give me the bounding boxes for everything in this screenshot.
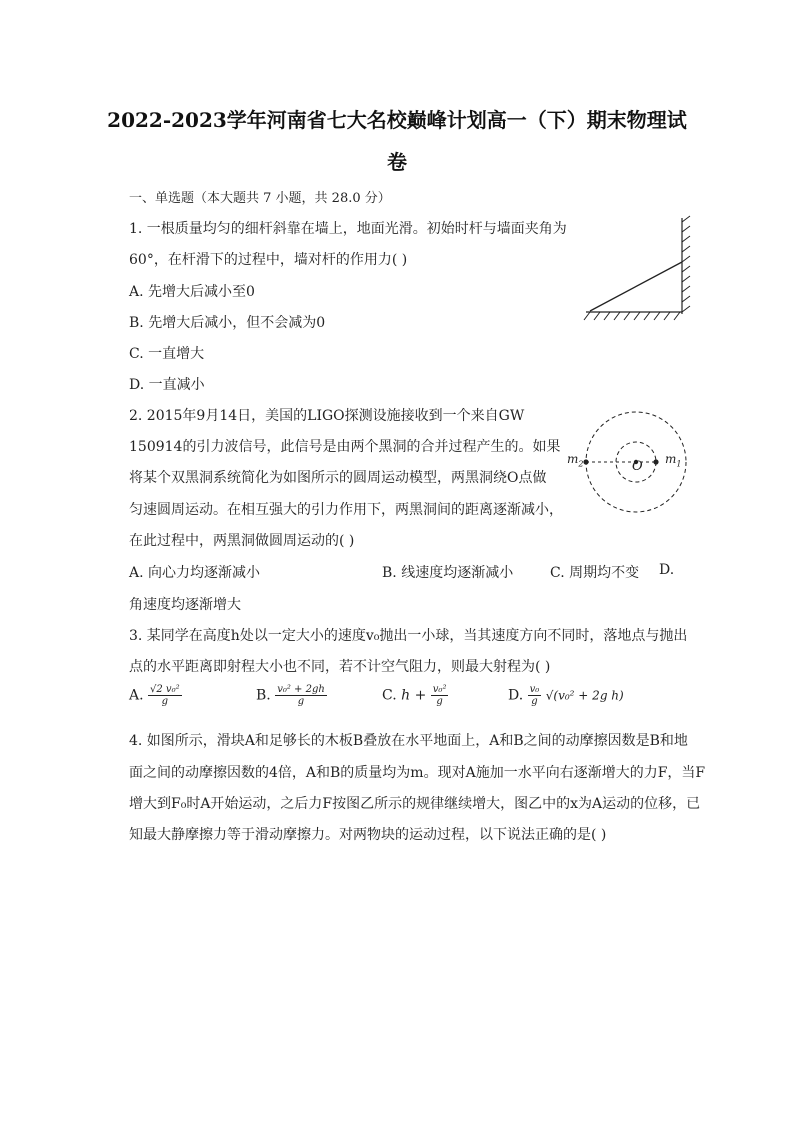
mass-m1-label: $m_1$ bbox=[665, 452, 682, 469]
q2-option-d-text: 角速度均逐渐增大 bbox=[129, 597, 241, 613]
exam-title-line-1: 2022-2023学年河南省七大名校巅峰计划高一（下）期末物理试 bbox=[107, 108, 687, 132]
q2-option-b: B. 线速度均逐渐减小 bbox=[382, 565, 514, 581]
q4-stem-line-3: 增大到F₀时A开始运动，之后力F按图乙所示的规律继续增大，图乙中的x为A运动的位移，已 bbox=[129, 796, 701, 812]
q1-option-b: B. 先增大后减小，但不会减为0 bbox=[129, 315, 326, 331]
q2-stem-line-3: 将某个双黑洞系统简化为如图所示的圆周运动模型，两黑洞绕O点做 bbox=[129, 470, 547, 486]
q1-option-d: D. 一直减小 bbox=[129, 377, 205, 393]
q3-option-c-fraction: $\frac{\text{v₀²}}{g}$ bbox=[432, 684, 447, 707]
q1-stem-line-2: 60°，在杆滑下的过程中，墙对杆的作用力( ) bbox=[129, 252, 408, 268]
q3-option-a: A. $\frac{\text{√2 v₀²}}{g}$ bbox=[129, 684, 180, 707]
q1-stem-line-1: 1. 一根质量均匀的细杆斜靠在墙上，地面光滑。初始时杆与墙面夹角为 bbox=[129, 221, 567, 237]
q4-stem-line-1: 4. 如图所示，滑块A和足够长的木板B叠放在水平地面上，A和B之间的动摩擦因数是B和地 bbox=[129, 733, 688, 749]
section-heading: 一、单选题（本大题共 7 小题，共 28.0 分） bbox=[129, 191, 391, 206]
q3-option-a-fraction: $\frac{\text{√2 v₀²}}{g}$ bbox=[150, 684, 180, 707]
q2-option-a: A. 向心力均逐渐减小 bbox=[129, 565, 261, 581]
q3-option-d: D. $\frac{\text{v₀}}{g}$ √(v₀² + 2g h) bbox=[508, 684, 624, 707]
center-o-label: O bbox=[632, 459, 643, 474]
q2-stem-line-5: 在此过程中，两黑洞做圆周运动的( ) bbox=[129, 533, 355, 549]
q3-option-d-fraction: $\frac{\text{v₀}}{g}$ bbox=[529, 684, 540, 707]
q3-option-b-fraction: $\frac{\text{v₀² + 2gh}}{g}$ bbox=[277, 684, 325, 707]
rod-wall-figure bbox=[582, 214, 702, 324]
q1-option-c: C. 一直增大 bbox=[129, 346, 205, 362]
q2-stem-line-4: 匀速圆周运动。在相互强大的引力作用下，两黑洞间的距离逐渐减小， bbox=[129, 502, 563, 518]
q4-stem-line-4: 知最大静摩擦力等于滑动摩擦力。对两物块的运动过程，以下说法正确的是( ) bbox=[129, 827, 607, 843]
q2-option-d-label: D. bbox=[659, 562, 675, 578]
exam-title-line-2: 卷 bbox=[387, 150, 407, 174]
q3-option-b: B. $\frac{\text{v₀² + 2gh}}{g}$ bbox=[256, 684, 325, 707]
mass-m2-label: $m_2$ bbox=[567, 452, 584, 469]
q3-stem-line-2: 点的水平距离即射程大小也不同，若不计空气阻力，则最大射程为( ) bbox=[129, 659, 551, 675]
q2-stem-line-1: 2. 2015年9月14日，美国的LIGO探测设施接收到一个来自GW bbox=[129, 408, 525, 424]
q2-stem-line-2: 150914的引力波信号，此信号是由两个黑洞的合并过程产生的。如果 bbox=[129, 439, 561, 455]
q1-option-a: A. 先增大后减小至0 bbox=[129, 284, 255, 300]
q2-option-c: C. 周期均不变 bbox=[550, 565, 640, 581]
q3-option-c: C. h + $\frac{\text{v₀²}}{g}$ bbox=[382, 684, 447, 707]
q4-stem-line-2: 面之间的动摩擦因数的4倍，A和B的质量均为m。现对A施加一水平向右逐渐增大的力F，当F bbox=[129, 765, 706, 781]
q3-stem-line-1: 3. 某同学在高度h处以一定大小的速度v₀抛出一小球，当其速度方向不同时，落地点与抛出 bbox=[129, 628, 688, 644]
